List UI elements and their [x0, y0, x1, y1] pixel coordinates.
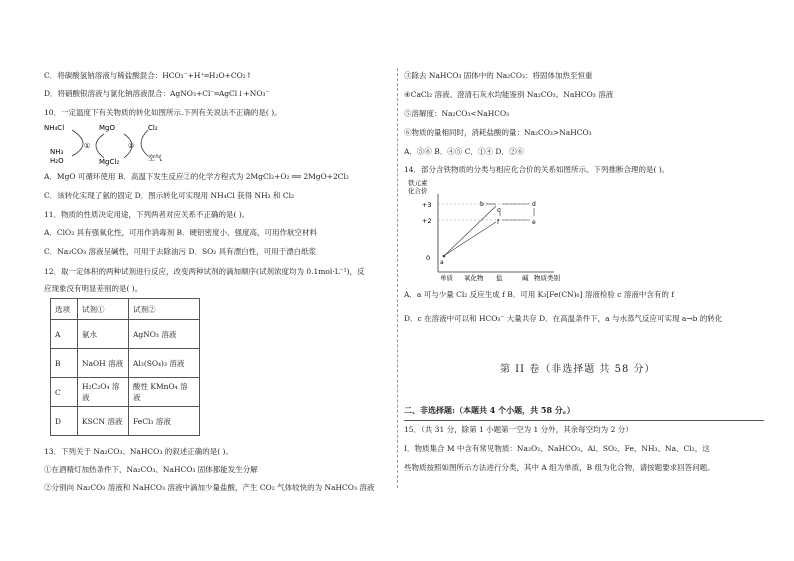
- label-mgo: MgO: [99, 124, 115, 132]
- column-divider: [397, 68, 398, 488]
- table-cell: AgNO₃ 溶液: [129, 320, 200, 349]
- label-nh3: NH₃: [50, 148, 64, 156]
- x-tick-label: 氧化物: [464, 274, 484, 282]
- q12-table: [50, 298, 200, 436]
- q9-option-d: D．将硝酸银溶液与氯化钠溶液混合：AgNO₃+Cl⁻═AgCl↓+NO₃⁻: [44, 89, 270, 98]
- q13-item-6: ⑥物质的量相同时，消耗盐酸的量：Na₂CO₃>NaHCO₃: [404, 128, 592, 137]
- q14-options-cd: D．c 在溶液中可以和 HCO₃⁻ 大量共存 D．在高温条件下，a 与水蒸气反应可实现 a→b 的转化: [404, 314, 723, 323]
- q13-item-5: ⑤溶解度：Na₂CO₃<NaHCO₃: [404, 109, 510, 118]
- part-two-title: 第 II 卷（非选择题 共 58 分）: [500, 364, 656, 375]
- arc-step2-outer: [141, 130, 148, 156]
- y-tick-label: 0: [426, 254, 431, 262]
- x-tick-label: 盐: [496, 274, 503, 282]
- table-cell: 酸性 KMnO₄ 溶液: [129, 378, 200, 407]
- table-cell: NaOH 溶液: [78, 349, 129, 378]
- q11-stem: 11．物质的性质决定用途，下列两者对应关系不正确的是( )。: [44, 210, 250, 219]
- q10-options-cd: C．该转化实现了氨的固定 D．图示转化可实现用 NH₄Cl 获得 NH₃ 和 Cl₂: [44, 191, 295, 200]
- x-axis-title: 物质类别: [534, 274, 560, 282]
- y-tick-label: +2: [422, 217, 432, 225]
- table-row: [51, 407, 200, 436]
- q13-stem: 13．下列关于 Na₂CO₃、NaHCO₃ 的叙述正确的是( )。: [44, 447, 233, 456]
- point-label: f: [497, 219, 500, 226]
- q13-item-3: ③除去 NaHCO₃ 固体中的 Na₂CO₃：将固体加热至恒重: [404, 71, 593, 80]
- section-heading: 二、非选择题:（本题共 4 个小题，共 58 分。）: [404, 405, 575, 415]
- q14-valence-diagram: [404, 176, 574, 282]
- q14-stem: 14．部分含铁物质的分类与相应化合价的关系如图所示。下列推断合理的是( )。: [404, 165, 670, 174]
- q13-options: A．⑤⑥ B．④⑤ C．①④ D．②⑥: [404, 147, 524, 156]
- arrow-a-c: [445, 206, 496, 255]
- point-label: e: [532, 219, 536, 226]
- point-label: c: [497, 207, 501, 214]
- table-cell: A: [51, 320, 78, 349]
- q10-cycle-diagram: [44, 120, 184, 166]
- table-cell: FeCl₃ 溶液: [129, 407, 200, 436]
- q11-options-ab: A．ClO₂ 具有强氧化性，可用作消毒剂 B．硬铝密度小、强度高，可用作航空材料: [44, 228, 317, 237]
- table-cell: 氨水: [78, 320, 129, 349]
- arrow-a-f: [445, 222, 496, 255]
- point-a: [443, 255, 446, 258]
- q11-options-cd: C．Na₂CO₃ 溶液呈碱性，可用于去除油污 D．SO₂ 具有漂白性，可用于漂白纸浆: [44, 247, 317, 256]
- table-cell: D: [51, 407, 78, 436]
- arc-step1: [72, 130, 83, 156]
- table-cell: B: [51, 349, 78, 378]
- table-header: 选项: [51, 299, 78, 320]
- q15-stem: 15．（共 31 分，除第 1 小题第一空为 1 分外，其余每空均为 2 分）: [404, 425, 633, 434]
- label-nh4cl: NH₄Cl: [44, 124, 65, 132]
- q15-part1-line1: Ⅰ．物质集合 M 中含有常见物质：Na₂O₂、NaHCO₃、Al、SO₂、Fe、NH₃、Na、Cl₂，这: [404, 444, 710, 453]
- table-cell: H₂C₂O₄ 溶液: [78, 378, 129, 407]
- table-cell: KSCN 溶液: [78, 407, 129, 436]
- q13-item-4: ④CaCl₂ 溶液、澄清石灰水均能鉴别 Na₂CO₃、NaHCO₃ 溶液: [404, 90, 614, 99]
- q12-stem-1: 12．取一定体积的两种试剂进行反应，改变两种试剂的滴加顺序(试剂浓度均为 0.1mol·L⁻¹)，反: [44, 267, 365, 276]
- q12-stem-2: 应现象没有明显差别的是( )。: [44, 284, 143, 293]
- q10-stem: 10．一定温度下有关物质的转化如图所示.下列有关说法不正确的是( )。: [44, 108, 282, 117]
- label-step2: ②: [128, 142, 135, 150]
- label-step1: ①: [84, 142, 91, 150]
- q13-item-2: ②分别向 Na₂CO₃ 溶液和 NaHCO₃ 溶液中滴加少量盐酸，产生 CO₂ 气体较快的为 NaHCO₃ 溶液: [44, 483, 375, 492]
- y-axis-label-1: 铁元素: [408, 179, 428, 187]
- point-label: a: [440, 259, 444, 266]
- q9-option-c: C．将碳酸氢钠溶液与稀盐酸混合：HCO₃⁻+H⁺═H₂O+CO₂↑: [44, 71, 253, 80]
- table-header: 试剂②: [129, 299, 200, 320]
- point-label: b: [480, 201, 484, 208]
- table-header: 试剂①: [78, 299, 129, 320]
- y-tick-label: +3: [422, 201, 432, 209]
- arc-step1-inner: [96, 134, 104, 158]
- table-cell: C: [51, 378, 78, 407]
- q13-item-1: ①在酒精灯加热条件下，Na₂CO₃、NaHCO₃ 固体都能发生分解: [44, 465, 258, 474]
- table-row: [51, 320, 200, 349]
- x-tick-label: 碱: [522, 274, 529, 282]
- label-air: 空气: [148, 154, 162, 162]
- label-cl2: Cl₂: [148, 124, 158, 132]
- x-tick-label: 单质: [440, 274, 453, 282]
- label-h2o: H₂O: [50, 157, 64, 165]
- q14-options-ab: A．a 可与少量 Cl₂ 反应生成 f B．可用 K₃[Fe(CN)₆] 溶液检验 c 溶液中含有的 f: [404, 290, 674, 299]
- table-cell: Al₂(SO₄)₃ 溶液: [129, 349, 200, 378]
- y-axis-label-2: 化合价: [408, 187, 428, 195]
- table-row: [51, 378, 200, 407]
- label-mgcl2: MgCl₂: [99, 158, 120, 166]
- q10-options-ab: A．MgO 可循环使用 B．高温下发生反应②的化学方程式为 2MgCl₂+O₂ ══ 2MgO+2Cl₂: [44, 172, 349, 181]
- point-label: d: [532, 201, 536, 208]
- q15-part1-line2: 些物质按照如图所示方法进行分类，其中 A 组为单质，B 组为化合物，请按题要求回答问题。: [404, 463, 715, 472]
- table-header-row: [51, 299, 200, 320]
- section-rule: [404, 420, 764, 421]
- table-row: [51, 349, 200, 378]
